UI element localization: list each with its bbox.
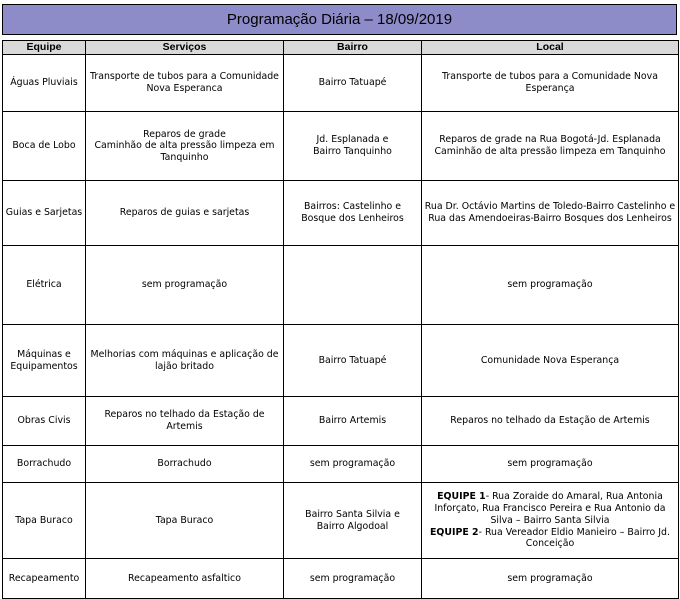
header-row xyxy=(3,41,679,55)
cell-line: Rua Dr. Octávio Martins de Toledo-Bairro Castelinho e xyxy=(424,201,676,213)
cell-local: Comunidade Nova Esperança xyxy=(422,325,679,397)
cell-line: Bairro Santa Silvia e xyxy=(305,508,400,520)
cell-equipe: Obras Civis xyxy=(3,397,86,446)
cell-equipe: Borrachudo xyxy=(3,446,86,483)
cell-bairro: sem programação xyxy=(284,446,422,483)
cell-local xyxy=(422,112,679,181)
cell-line: Rua das Amendoeiras-Bairro Bosques dos Lenheiros xyxy=(428,213,672,225)
table-row xyxy=(3,181,679,246)
cell-equipe: Máquinas e Equipamentos xyxy=(3,325,86,397)
cell-servicos: Transporte de tubos para a Comunidade Nova Esperanca xyxy=(86,55,284,112)
page-title: Programação Diária – 18/09/2019 xyxy=(2,4,677,35)
table-row xyxy=(3,325,679,397)
cell-line: Reparos de grade na Rua Bogotá-Jd. Esplanada xyxy=(439,134,661,146)
cell-equipe: Guias e Sarjetas xyxy=(3,181,86,246)
cell-bairro: sem programação xyxy=(284,559,422,599)
cell-servicos: Reparos no telhado da Estação de Artemis xyxy=(86,397,284,446)
header-servicos: Serviços xyxy=(86,41,284,55)
cell-bairro: Bairros: Castelinho e Bosque dos Lenheiros xyxy=(284,181,422,246)
cell-equipe: Boca de Lobo xyxy=(3,112,86,181)
schedule-table xyxy=(2,40,679,599)
table-row xyxy=(3,446,679,483)
cell-servicos: Borrachudo xyxy=(86,446,284,483)
equipe-1-label: EQUIPE 1 xyxy=(437,491,486,503)
cell-line: Bairro Algodoal xyxy=(316,520,389,532)
table-row xyxy=(3,397,679,446)
header-bairro: Bairro xyxy=(284,41,422,55)
header-equipe: Equipe xyxy=(3,41,86,55)
cell-line: Reparos de grade xyxy=(143,128,226,140)
cell-line: Caminhão de alta pressão limpeza em Tanquinho xyxy=(434,146,666,158)
cell-bairro xyxy=(284,112,422,181)
table-row xyxy=(3,246,679,325)
cell-line: Caminhão de alta pressão limpeza em Tanquinho xyxy=(94,140,275,163)
table-row xyxy=(3,112,679,181)
cell-servicos: Recapeamento asfaltico xyxy=(86,559,284,599)
cell-equipe: Águas Pluviais xyxy=(3,55,86,112)
cell-servicos xyxy=(86,112,284,181)
equipe-2-text: - Rua Vereador Eldio Manieiro – Bairro Jd. Conceição xyxy=(478,526,670,550)
cell-local xyxy=(422,483,679,559)
table-row xyxy=(3,559,679,599)
table-row xyxy=(3,483,679,559)
cell-local: sem programação xyxy=(422,559,679,599)
cell-local xyxy=(422,181,679,246)
cell-bairro xyxy=(284,246,422,325)
cell-bairro xyxy=(284,483,422,559)
equipe-1-entry xyxy=(424,491,676,526)
cell-bairro: Bairro Artemis xyxy=(284,397,422,446)
cell-local: sem programação xyxy=(422,446,679,483)
cell-local: Reparos no telhado da Estação de Artemis xyxy=(422,397,679,446)
equipe-2-entry xyxy=(424,527,676,551)
header-local: Local xyxy=(422,41,679,55)
cell-servicos: Melhorias com máquinas e aplicação de lajão britado xyxy=(86,325,284,397)
cell-local: Transporte de tubos para a Comunidade Nova Esperança xyxy=(422,55,679,112)
table-row xyxy=(3,55,679,112)
cell-servicos: sem programação xyxy=(86,246,284,325)
cell-equipe: Tapa Buraco xyxy=(3,483,86,559)
cell-bairro: Bairro Tatuapé xyxy=(284,325,422,397)
equipe-2-label: EQUIPE 2 xyxy=(430,526,479,538)
equipe-1-text: - Rua Zoraide do Amaral, Rua Antonia Inforçato, Rua Francisco Pereira e Rua Antonio da Silva – Bairro Santa Silvia xyxy=(434,491,666,526)
cell-local: sem programação xyxy=(422,246,679,325)
cell-equipe: Recapeamento xyxy=(3,559,86,599)
cell-servicos: Tapa Buraco xyxy=(86,483,284,559)
cell-equipe: Elétrica xyxy=(3,246,86,325)
cell-line: Jd. Esplanada e xyxy=(316,134,389,146)
cell-line: Bairro Tanquinho xyxy=(313,146,392,158)
cell-bairro: Bairro Tatuapé xyxy=(284,55,422,112)
cell-servicos: Reparos de guias e sarjetas xyxy=(86,181,284,246)
